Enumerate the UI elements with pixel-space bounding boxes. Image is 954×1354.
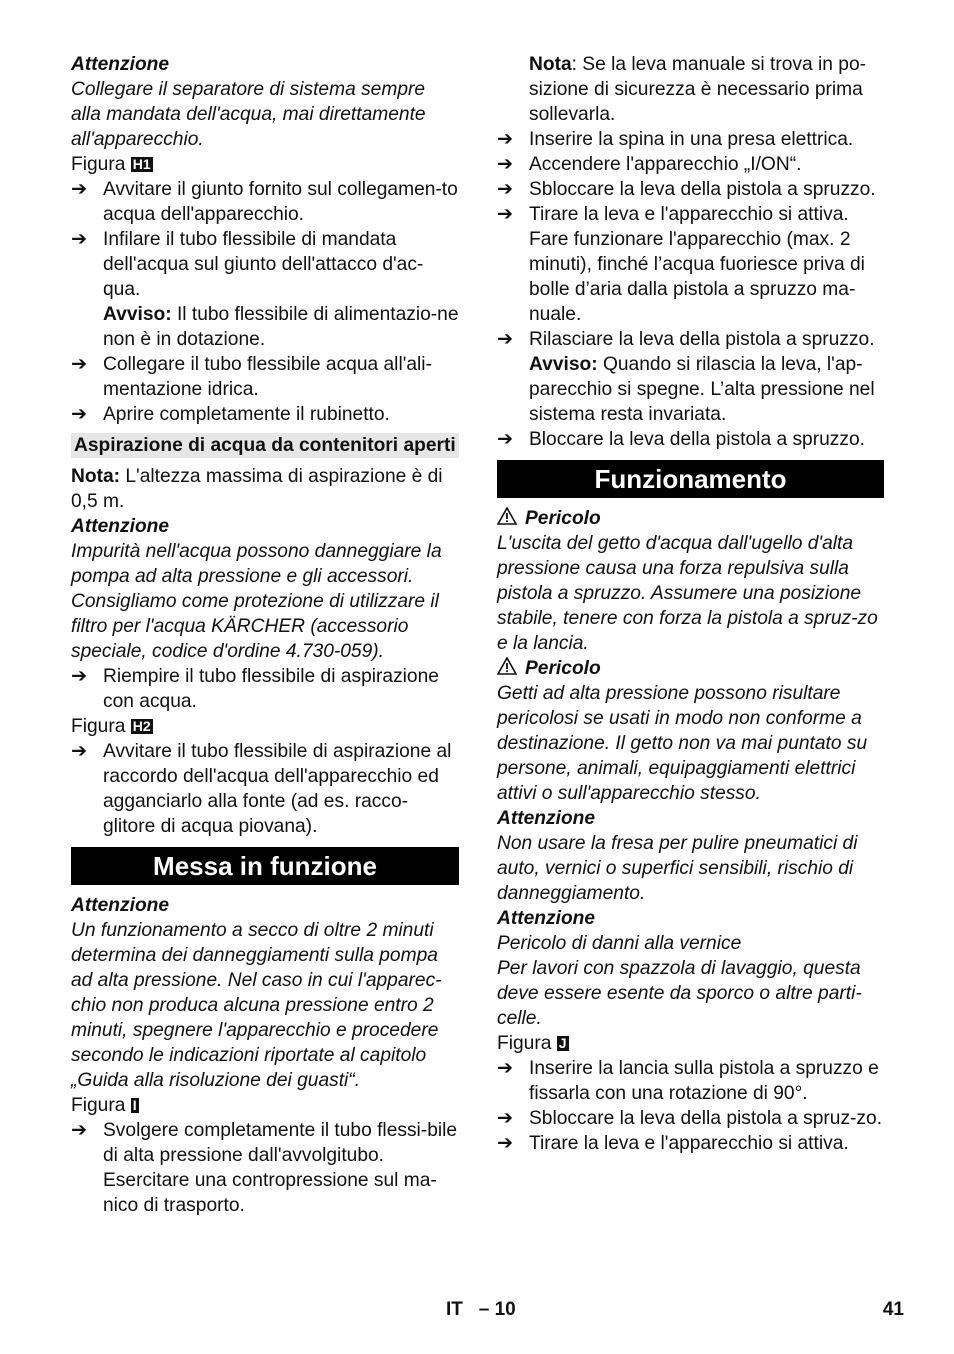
arrow-icon: ➔ bbox=[71, 741, 88, 762]
warning-triangle-icon bbox=[497, 507, 517, 525]
arrow-icon: ➔ bbox=[71, 666, 88, 687]
list-item: ➔ Avvitare il giunto fornito sul collegamen-to acqua dell'apparecchio. bbox=[71, 179, 458, 225]
attention-text: Un funzionamento a secco di oltre 2 minuti determina dei danneggiamenti sulla pompa ad alta pressione. Nel caso in cui l'apparec-chio non produca alcuna pressione entro 2 minuti, spegnere l'apparecchio e procedere secondo le indicazioni riportate al capitolo „Guida alla risoluzione dei guasti“. bbox=[71, 920, 442, 1091]
list-item: ➔ Collegare il tubo flessibile acqua all'ali-mentazione idrica. bbox=[71, 354, 432, 400]
attention-text: Non usare la fresa per pulire pneumatici di auto, vernici o superfici sensibili, rischio di danneggiamento. bbox=[497, 833, 858, 904]
arrow-icon: ➔ bbox=[497, 329, 514, 350]
list-item: ➔ Tirare la leva e l'apparecchio si attiva. bbox=[497, 1133, 849, 1154]
attention-heading: Attenzione bbox=[71, 54, 170, 75]
list-item: ➔ Sbloccare la leva della pistola a spruz-zo. bbox=[497, 1108, 883, 1129]
figure-ref: Figura I bbox=[71, 1095, 137, 1116]
list-item: ➔ Inserire la spina in una presa elettrica. bbox=[497, 129, 854, 150]
page-number: 41 bbox=[882, 1299, 904, 1320]
figure-ref: Figura J bbox=[497, 1033, 567, 1054]
warning-triangle-icon bbox=[497, 657, 517, 675]
arrow-icon: ➔ bbox=[71, 179, 88, 200]
attention-heading: Attenzione bbox=[497, 908, 596, 929]
arrow-icon: ➔ bbox=[497, 429, 514, 450]
list-item: ➔ Bloccare la leva della pistola a spruzzo. bbox=[497, 429, 865, 450]
arrow-icon: ➔ bbox=[497, 1133, 514, 1154]
figure-ref: Figura H2 bbox=[71, 716, 151, 737]
list-item: ➔ Riempire il tubo flessibile di aspirazione con acqua. bbox=[71, 666, 439, 712]
list-item-continuation: Fare funzionare l'apparecchio (max. 2 minuti), finché l’acqua fuoriesce priva di bolle d’aria dalla pistola a spruzzo ma-nuale. bbox=[529, 229, 865, 325]
section-title: Messa in funzione bbox=[71, 847, 459, 885]
danger-heading: Pericolo bbox=[497, 656, 884, 681]
arrow-icon: ➔ bbox=[71, 229, 88, 250]
danger-text: Getti ad alta pressione possono risultare pericolosi se usati in modo non conforme a destinazione. Il getto non va mai puntato su persone, animali, equipaggiamenti elettrici attivi o sull'apparecchio stesso. bbox=[497, 683, 868, 804]
attention-heading: Attenzione bbox=[71, 516, 170, 537]
right-column bbox=[497, 52, 884, 1156]
note: Nota: L'altezza massima di aspirazione è di 0,5 m. bbox=[71, 466, 443, 512]
list-item: ➔ Avvitare il tubo flessibile di aspirazione al raccordo dell'acqua dell'apparecchio ed agganciarlo alla fonte (ad es. racco-glitore di acqua piovana). bbox=[71, 741, 452, 837]
figure-badge: J bbox=[558, 1035, 567, 1051]
footer-language-page: IT – 10 bbox=[446, 1299, 516, 1320]
arrow-icon: ➔ bbox=[497, 1058, 514, 1079]
arrow-icon: ➔ bbox=[497, 179, 514, 200]
arrow-icon: ➔ bbox=[497, 129, 514, 150]
arrow-icon: ➔ bbox=[497, 1108, 514, 1129]
attention-heading: Attenzione bbox=[497, 808, 596, 829]
list-item: ➔ Inserire la lancia sulla pistola a spruzzo e fissarla con una rotazione di 90°. bbox=[497, 1058, 879, 1104]
arrow-icon: ➔ bbox=[497, 204, 514, 225]
attention-text: Per lavori con spazzola di lavaggio, questa deve essere esente da sporco o altre parti-celle. bbox=[497, 958, 862, 1029]
list-item: ➔ Sbloccare la leva della pistola a spruzzo. bbox=[497, 179, 876, 200]
list-item: ➔ Accendere l'apparecchio „I/ON“. bbox=[497, 154, 802, 175]
list-item: ➔ Infilare il tubo flessibile di mandata dell'acqua sul giunto dell'attacco d'ac-qua. bbox=[71, 229, 424, 300]
attention-text: Collegare il separatore di sistema sempre alla mandata dell'acqua, mai direttamente all'apparecchio. bbox=[71, 79, 426, 150]
attention-text: Pericolo di danni alla vernice bbox=[497, 933, 742, 954]
figure-badge: I bbox=[132, 1097, 137, 1113]
figure-ref: Figura H1 bbox=[71, 154, 151, 175]
list-item: ➔ Aprire completamente il rubinetto. bbox=[71, 404, 390, 425]
figure-badge: H2 bbox=[132, 718, 151, 734]
left-column bbox=[71, 52, 459, 1218]
danger-heading: Pericolo bbox=[497, 506, 884, 531]
notice: Avviso: Il tubo flessibile di alimentazio-ne non è in dotazione. bbox=[103, 304, 459, 350]
arrow-icon: ➔ bbox=[71, 1120, 88, 1141]
note: Nota: Se la leva manuale si trova in po-sizione di sicurezza è necessario prima sollevarla. bbox=[529, 54, 867, 125]
subsection-heading: Aspirazione di acqua da contenitori aperti bbox=[71, 433, 459, 458]
danger-text: L'uscita del getto d'acqua dall'ugello d'alta pressione causa una forza repulsiva sulla pistola a spruzzo. Assumere una posizione stabile, tenere con forza la pistola a spruz-zo e la lancia. bbox=[497, 533, 878, 654]
arrow-icon: ➔ bbox=[497, 154, 514, 175]
notice: Avviso: Quando si rilascia la leva, l'ap-parecchio si spegne. L’alta pressione nel sistema resta invariata. bbox=[529, 354, 875, 425]
list-item: ➔ Tirare la leva e l'apparecchio si attiva. bbox=[497, 204, 849, 225]
arrow-icon: ➔ bbox=[71, 354, 88, 375]
arrow-icon: ➔ bbox=[71, 404, 88, 425]
list-item: ➔ Rilasciare la leva della pistola a spruzzo. bbox=[497, 329, 875, 350]
attention-text: Impurità nell'acqua possono danneggiare la pompa ad alta pressione e gli accessori. Consigliamo come protezione di utilizzare il filtro per l'acqua KÄRCHER (accessorio speciale, codice d'ordine 4.730-059). bbox=[71, 541, 442, 662]
attention-heading: Attenzione bbox=[71, 895, 170, 916]
section-title: Funzionamento bbox=[497, 460, 884, 498]
figure-badge: H1 bbox=[132, 156, 151, 172]
list-item: ➔ Svolgere completamente il tubo flessi-bile di alta pressione dall'avvolgitubo. Esercitare una contropressione sul ma-nico di trasporto. bbox=[71, 1120, 458, 1216]
